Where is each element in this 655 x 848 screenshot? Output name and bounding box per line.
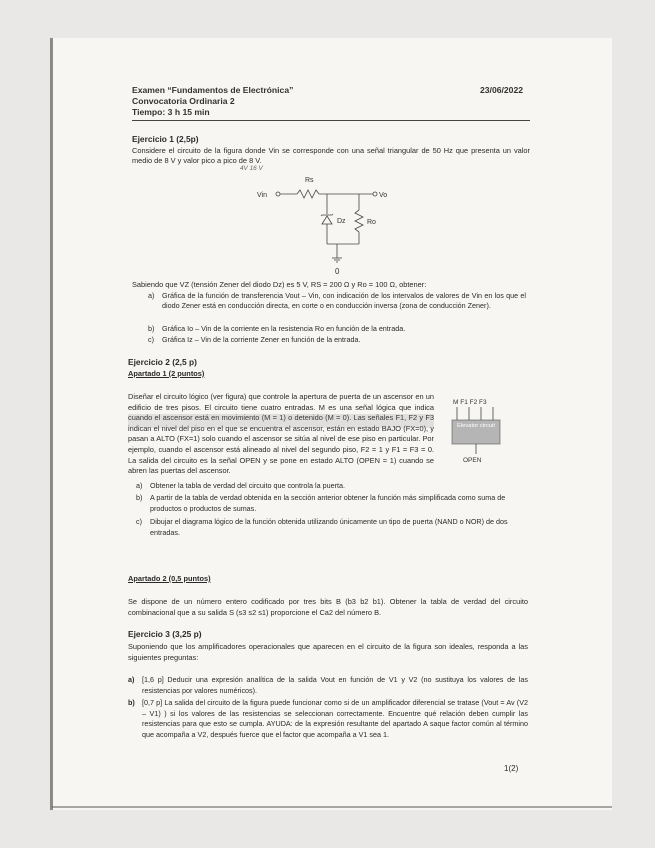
ground-label: 0 [335, 267, 340, 276]
ex1-item-a-text: Gráfica de la función de transferencia Vout – Vin, con indicación de los intervalos de valores de Vin en los que el diodo Zener está en conducción directa, en corte o en conducción inversa (zona de conducción Zener). [162, 291, 526, 310]
elevator-inputs-label: M F1 F2 F3 [453, 399, 487, 406]
ex1-item-a-marker: a) [148, 291, 155, 300]
ex1-handwritten-annotation: 4V 16 V [240, 165, 263, 172]
ex1-title: Ejercicio 1 (2,5p) [132, 134, 199, 144]
ex2-item-b-marker: b) [136, 493, 143, 502]
ex2-item-a-marker: a) [136, 481, 143, 490]
ex1-given: Sabiendo que VZ (tensión Zener del diodo Dz) es 5 V, RS = 200 Ω y Ro = 100 Ω, obtener: [132, 280, 427, 289]
ex1-item-c-marker: c) [148, 335, 154, 344]
scan-edge-bottom [52, 806, 612, 808]
ex1-item-a [148, 291, 526, 310]
vo-label: Vo [379, 192, 388, 199]
rs-label: Rs [305, 177, 314, 184]
header-rule [132, 120, 530, 121]
ex3-item-b [128, 698, 528, 740]
ex3-item-b-text: [0,7 p] La salida del circuito de la figura puede funcionar como si de un amplificador diferencial se tratase (Vout = Av (V2 – V1) ) si los valores de las resistencias se seleccionan correctamente. Encuentre qué relación deben cumplir las resistencias para que esto se cumpla. AYUDA: de la expresión resultante del apartado A saque factor común al término que acompaña a V2, después fuerce que el factor que acompaña a V1 sea 1. [142, 698, 528, 739]
ex2-item-c-text: Dibujar el diagrama lógico de la función obtenida utilizando únicamente un tipo de puerta (NAND o NOR) de dos entradas. [150, 517, 508, 537]
zener-circuit-diagram [255, 172, 415, 278]
ex2-paragraph1: Diseñar el circuito lógico (ver figura) que controle la apertura de puerta de un ascensor en un edificio de tres pisos. El circuito tiene cuatro entradas. M es una señal lógica que indica cuando el ascensor está en movimiento (M = 1) o detenido (M = 0). Las señales F1, F2 y F3 indican el nivel del piso en el que se encuentra el ascensor, están en estado BAJO (FX=0), y pasan a ALTO (FX=1) solo cuando el ascensor se sitúa al nivel de ese piso en particular. Por ejemplo, cuando el ascensor está alineado al nivel del segundo piso, F2 = 1 y F1 = F3 = 0. La salida del circuito es la señal OPEN y se pone en estado ALTO (OPEN = 1) cuando se abren las puertas del ascensor. [128, 392, 434, 476]
ex2-item-c [136, 516, 530, 538]
scan-edge-left [50, 38, 53, 810]
scan-shadow-band [128, 414, 434, 428]
ex2-item-a-text: Obtener la tabla de verdad del circuito que controla la puerta. [150, 481, 345, 490]
ex3-item-a-text: [1,6 p] Deducir una expresión analítica de la salida Vout en función de V1 y V2 (no sustituya los valores de las resistencias por valores numéricos). [142, 675, 528, 695]
ex2-item-a [136, 481, 530, 491]
ex1-item-b-marker: b) [148, 324, 155, 333]
ro-label: Ro [367, 219, 376, 226]
ex1-item-c [148, 335, 526, 345]
elevator-circuit-figure [450, 396, 530, 466]
dz-label: Dz [337, 218, 346, 225]
ex3-item-a [128, 675, 528, 696]
ex3-item-b-marker: b) [128, 698, 135, 707]
ex2-item-c-marker: c) [136, 517, 142, 526]
ex2-sub1: Apartado 1 (2 puntos) [128, 369, 205, 378]
page-number: 1(2) [504, 764, 519, 773]
ex2-paragraph2: Se dispone de un número entero codificado por tres bits B (b3 b2 b1). Obtener la tabla de verdad del circuito combinacional que a su salida S (s3 s2 s1) proporcione el Ca2 del número B. [128, 597, 528, 617]
ex2-title: Ejercicio 2 (2,5 p) [128, 357, 197, 367]
ex1-item-b-text: Gráfica Io – Vin de la corriente en la resistencia Ro en función de la entrada. [162, 324, 406, 333]
ex3-item-a-marker: a) [128, 675, 135, 684]
ex1-intro: Considere el circuito de la figura donde Vin se corresponde con una señal triangular de 50 Hz que presenta un valor medio de 8 V y valor pico a pico de 8 V. [132, 146, 530, 165]
exam-title: Examen “Fundamentos de Electrónica” [132, 85, 294, 95]
ex2-sub2: Apartado 2 (0,5 puntos) [128, 574, 211, 583]
ex1-item-b [148, 324, 526, 334]
ex2-item-b [136, 492, 530, 514]
ex3-title: Ejercicio 3 (3,25 p) [128, 629, 202, 639]
elevator-box-label: Elevator circuit [456, 423, 495, 429]
ex3-intro: Suponiendo que los amplificadores operacionales que aparecen en el circuito de la figura son ideales, responda a las siguientes preguntas: [128, 642, 528, 662]
exam-date: 23/06/2022 [480, 85, 524, 95]
ex2-item-b-text: A partir de la tabla de verdad obtenida en la sección anterior obtener la función más simplificada como suma de productos o productos de sumas. [150, 493, 506, 513]
vin-label: Vin [257, 192, 267, 199]
exam-call: Convocatoria Ordinaria 2 [132, 96, 235, 106]
ex1-item-c-text: Gráfica Iz – Vin de la corriente Zener en función de la entrada. [162, 335, 361, 344]
open-output-label: OPEN [463, 457, 482, 464]
exam-time: Tiempo: 3 h 15 min [132, 107, 210, 117]
